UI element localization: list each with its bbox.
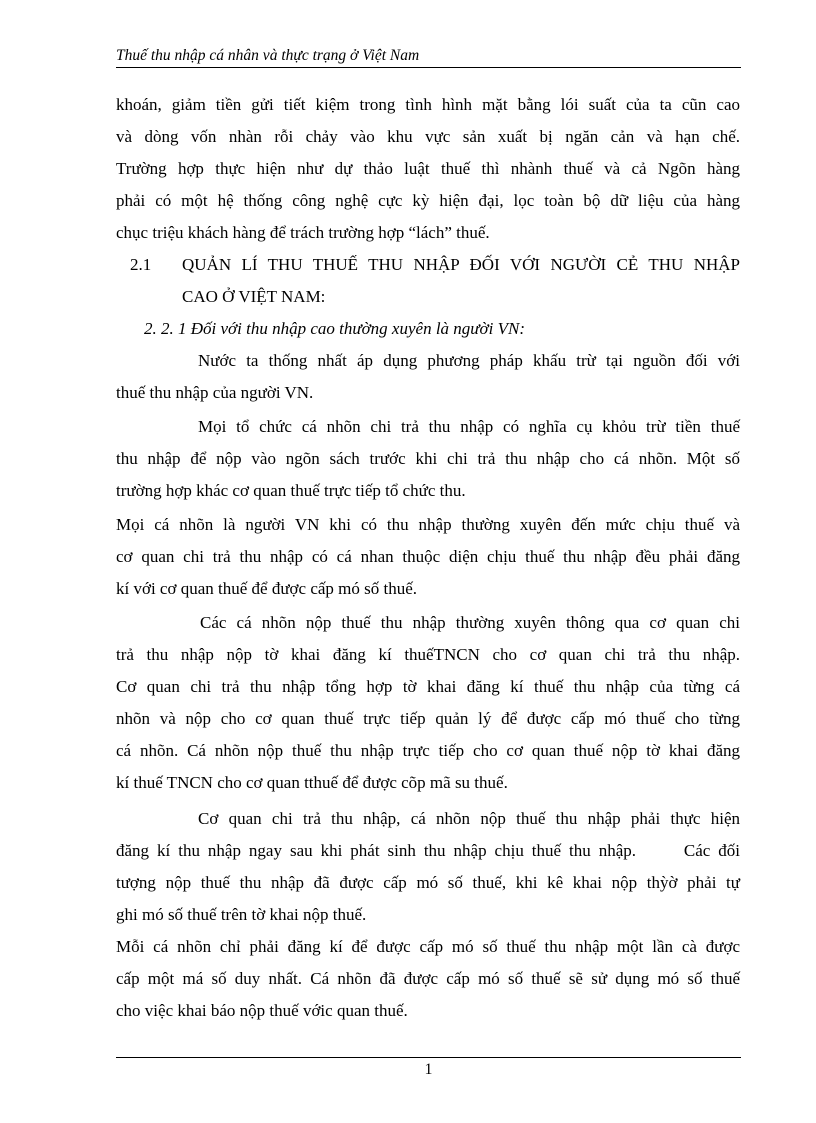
body-line: cấp một má số duy nhất. Cá nhõn đã được cấp mó số thuế sẽ sử dụng mó số thuế — [116, 969, 740, 988]
body-line: khoán, giảm tiền gửi tiết kiệm trong tình hình mặt bằng lói suất của ta cũn cao — [116, 95, 740, 114]
body-line: cho việc khai báo nộp thuế vớic quan thuế. — [116, 1001, 408, 1020]
running-header: Thuế thu nhập cá nhân và thực trạng ở Việt Nam — [116, 47, 420, 64]
body-line: Cơ quan chi trả thu nhập tổng hợp tờ khai đăng kí thuế thu nhập của từng cá — [116, 677, 740, 696]
subsection-title: 2. 2. 1 Đối với thu nhập cao thường xuyên là người VN: — [144, 319, 525, 338]
body-line: Các cá nhõn nộp thuế thu nhập thường xuyên thông qua cơ quan chi — [200, 613, 740, 632]
section-title-cont: CAO Ở VIỆT NAM: — [182, 287, 326, 306]
body-line: ghi mó số thuế trên tờ khai nộp thuế. — [116, 905, 367, 924]
body-line: cá nhõn. Cá nhõn nộp thuế thu nhập trực tiếp cho cơ quan thuế nộp tờ khai đăng — [116, 741, 740, 760]
body-line: Cơ quan chi trả thu nhập, cá nhõn nộp thuế thu nhập phải thực hiện — [198, 809, 740, 828]
section-title: QUẢN LÍ THU THUẾ THU NHẬP ĐỐI VỚI NGƯỜI CẺ THU NHẬP — [182, 255, 740, 274]
section-number: 2.1 — [130, 255, 152, 274]
footer-rule — [116, 1057, 741, 1058]
body-line: phải có một hệ thống công nghệ cực kỳ hiện đại, lọc toàn bộ dữ liệu của hàng — [116, 191, 740, 210]
body-line: trường hợp khác cơ quan thuế trực tiếp tổ chức thu. — [116, 481, 466, 500]
body-line: Nước ta thống nhất áp dụng phương pháp khấu trừ tại nguồn đối với — [198, 351, 740, 370]
body-line: Mọi cá nhõn là người VN khi có thu nhập thường xuyên đến mức chịu thuế và — [116, 515, 740, 534]
body-line: đăng kí thu nhập ngay sau khi phát sinh thu nhập chịu thuế thu nhập. Các đối — [116, 841, 740, 860]
body-line: kí thuế TNCN cho cơ quan tthuế để được cõp mã su thuế. — [116, 773, 508, 792]
page-number: 1 — [424, 1061, 433, 1078]
body-line: thuế thu nhập của người VN. — [116, 383, 314, 402]
body-line: thu nhập để nộp vào ngõn sách trước khi chi trả thu nhập cho cá nhõn. Một số — [116, 449, 740, 468]
body-line: Mọi tổ chức cá nhõn chi trả thu nhập có nghĩa cụ khỏu trừ tiền thuế — [198, 417, 740, 436]
body-line: trả thu nhập nộp tờ khai đăng kí thuếTNCN cho cơ quan chi trả thu nhập. — [116, 645, 740, 664]
body-line: và dòng vốn nhàn rỗi chảy vào khu vực sản xuất bị ngăn cản và hạn chế. — [116, 127, 740, 146]
body-line: chục triệu khách hàng để trách trường hợp “lách” thuế. — [116, 223, 490, 242]
body-line: Mỗi cá nhõn chỉ phải đăng kí để được cấp mó số thuế thu nhập một lần cà được — [116, 937, 740, 956]
body-line: cơ quan chi trả thu nhập có cá nhan thuộc diện chịu thuế thu nhập đều phải đăng — [116, 547, 740, 566]
body-line: tượng nộp thuế thu nhập đã được cấp mó số thuế, khi kê khai nộp thỳờ phải tự — [116, 873, 740, 892]
body-line: kí với cơ quan thuế để được cấp mó số thuế. — [116, 579, 418, 598]
body-line: Trường hợp thực hiện như dự thảo luật thuế thì nhành thuế và cả Ngõn hàng — [116, 159, 740, 178]
body-line: nhõn và nộp cho cơ quan thuế trực tiếp quản lý để được cấp mó thuế cho từng — [116, 709, 740, 728]
header-rule — [116, 67, 741, 68]
